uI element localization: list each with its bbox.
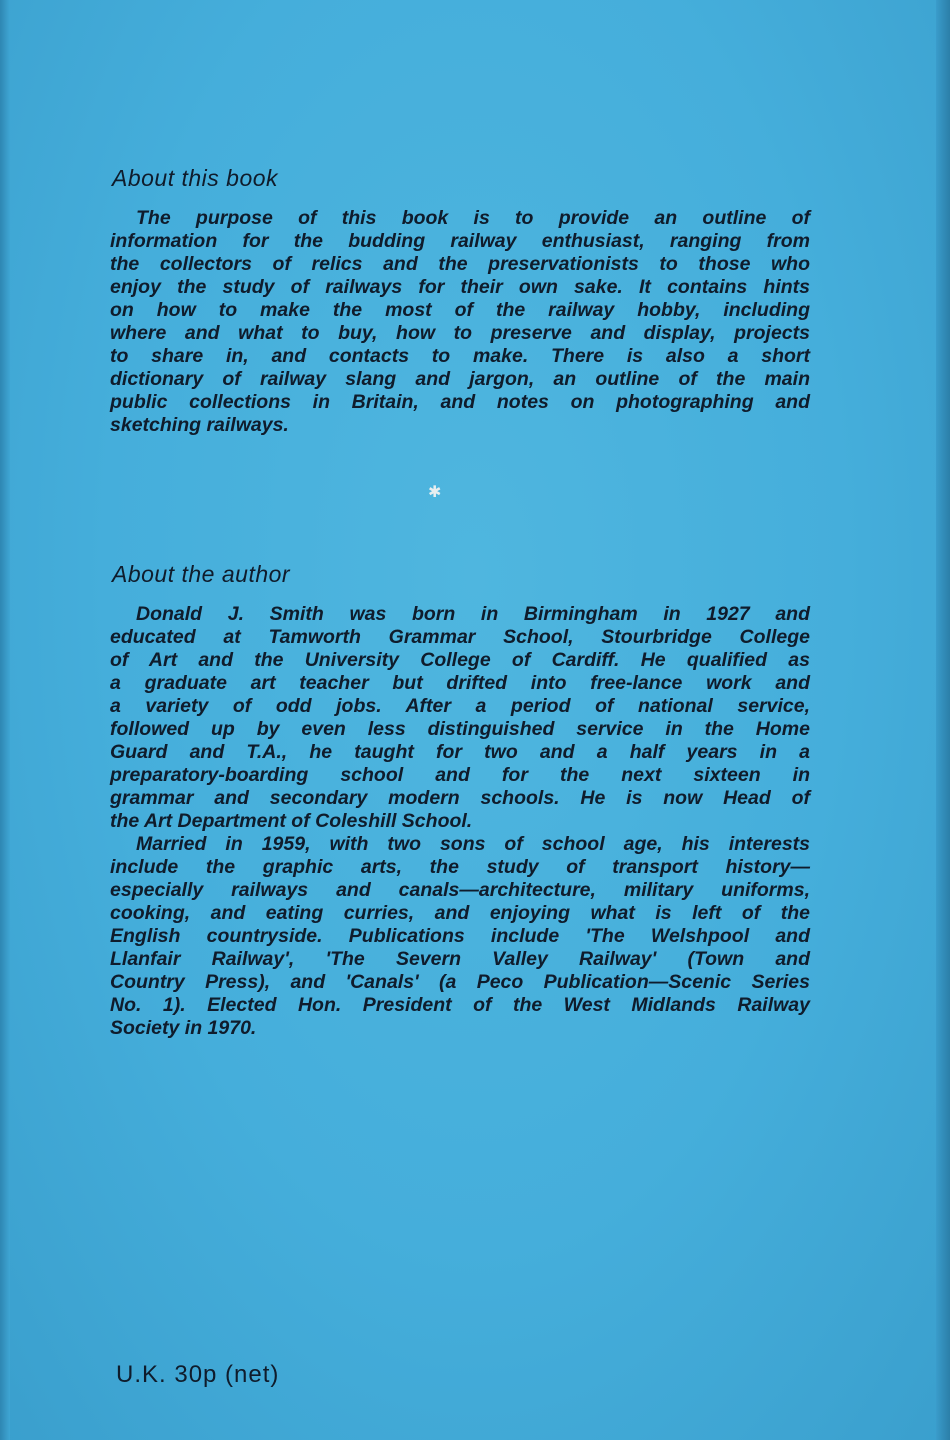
text-line: Society in 1970. — [110, 1017, 257, 1039]
text-line: information for the budding railway enthusiast, ranging from — [110, 230, 810, 252]
text-line: the collectors of relics and the preservationists to those who — [110, 253, 810, 275]
text-line: dictionary of railway slang and jargon, an outline of the main — [110, 368, 810, 390]
text-line: Donald J. Smith was born in Birmingham in 1927 and — [136, 603, 810, 625]
about-author-heading: About the author — [112, 561, 291, 587]
text-line: Guard and T.A., he taught for two and a half years in a — [110, 741, 810, 763]
text-line: Country Press), and 'Canals' (a Peco Publication—Scenic Series — [110, 971, 810, 993]
about-book-text — [110, 207, 810, 437]
cover-left-edge — [0, 0, 10, 1440]
text-line: a variety of odd jobs. After a period of national service, — [110, 695, 810, 717]
divider-ornament: ✱ — [428, 484, 442, 501]
text-line: on how to make the most of the railway hobby, including — [110, 299, 810, 321]
text-line: enjoy the study of railways for their own sake. It contains hints — [110, 276, 810, 298]
text-line: followed up by even less distinguished service in the Home — [110, 718, 810, 740]
text-line: sketching railways. — [110, 414, 289, 436]
text-line: English countryside. Publications include 'The Welshpool and — [110, 925, 810, 947]
text-line: cooking, and eating curries, and enjoying what is left of the — [110, 902, 810, 924]
cover-spine-edge — [936, 0, 950, 1440]
text-line: a graduate art teacher but drifted into free-lance work and — [110, 672, 810, 694]
text-line: educated at Tamworth Grammar School, Stourbridge College — [110, 626, 810, 648]
text-line: Llanfair Railway', 'The Severn Valley Railway' (Town and — [110, 948, 810, 970]
text-line: of Art and the University College of Cardiff. He qualified as — [110, 649, 810, 671]
text-line: where and what to buy, how to preserve and display, projects — [110, 322, 810, 344]
text-line: include the graphic arts, the study of transport history— — [110, 856, 810, 878]
text-line: preparatory-boarding school and for the next sixteen in — [110, 764, 810, 786]
text-line: especially railways and canals—architecture, military uniforms, — [110, 879, 810, 901]
text-line: Married in 1959, with two sons of school age, his interests — [136, 833, 810, 855]
about-author-text — [110, 603, 810, 1040]
text-line: public collections in Britain, and notes on photographing and — [110, 391, 810, 413]
text-line: to share in, and contacts to make. There is also a short — [110, 345, 810, 367]
text-line: No. 1). Elected Hon. President of the West Midlands Railway — [110, 994, 810, 1016]
text-line: the Art Department of Coleshill School. — [110, 810, 473, 832]
price-label: U.K. 30p (net) — [116, 1361, 280, 1388]
text-line: The purpose of this book is to provide an outline of — [136, 207, 810, 229]
about-book-heading: About this book — [112, 165, 279, 191]
text-line: grammar and secondary modern schools. He is now Head of — [110, 787, 810, 809]
